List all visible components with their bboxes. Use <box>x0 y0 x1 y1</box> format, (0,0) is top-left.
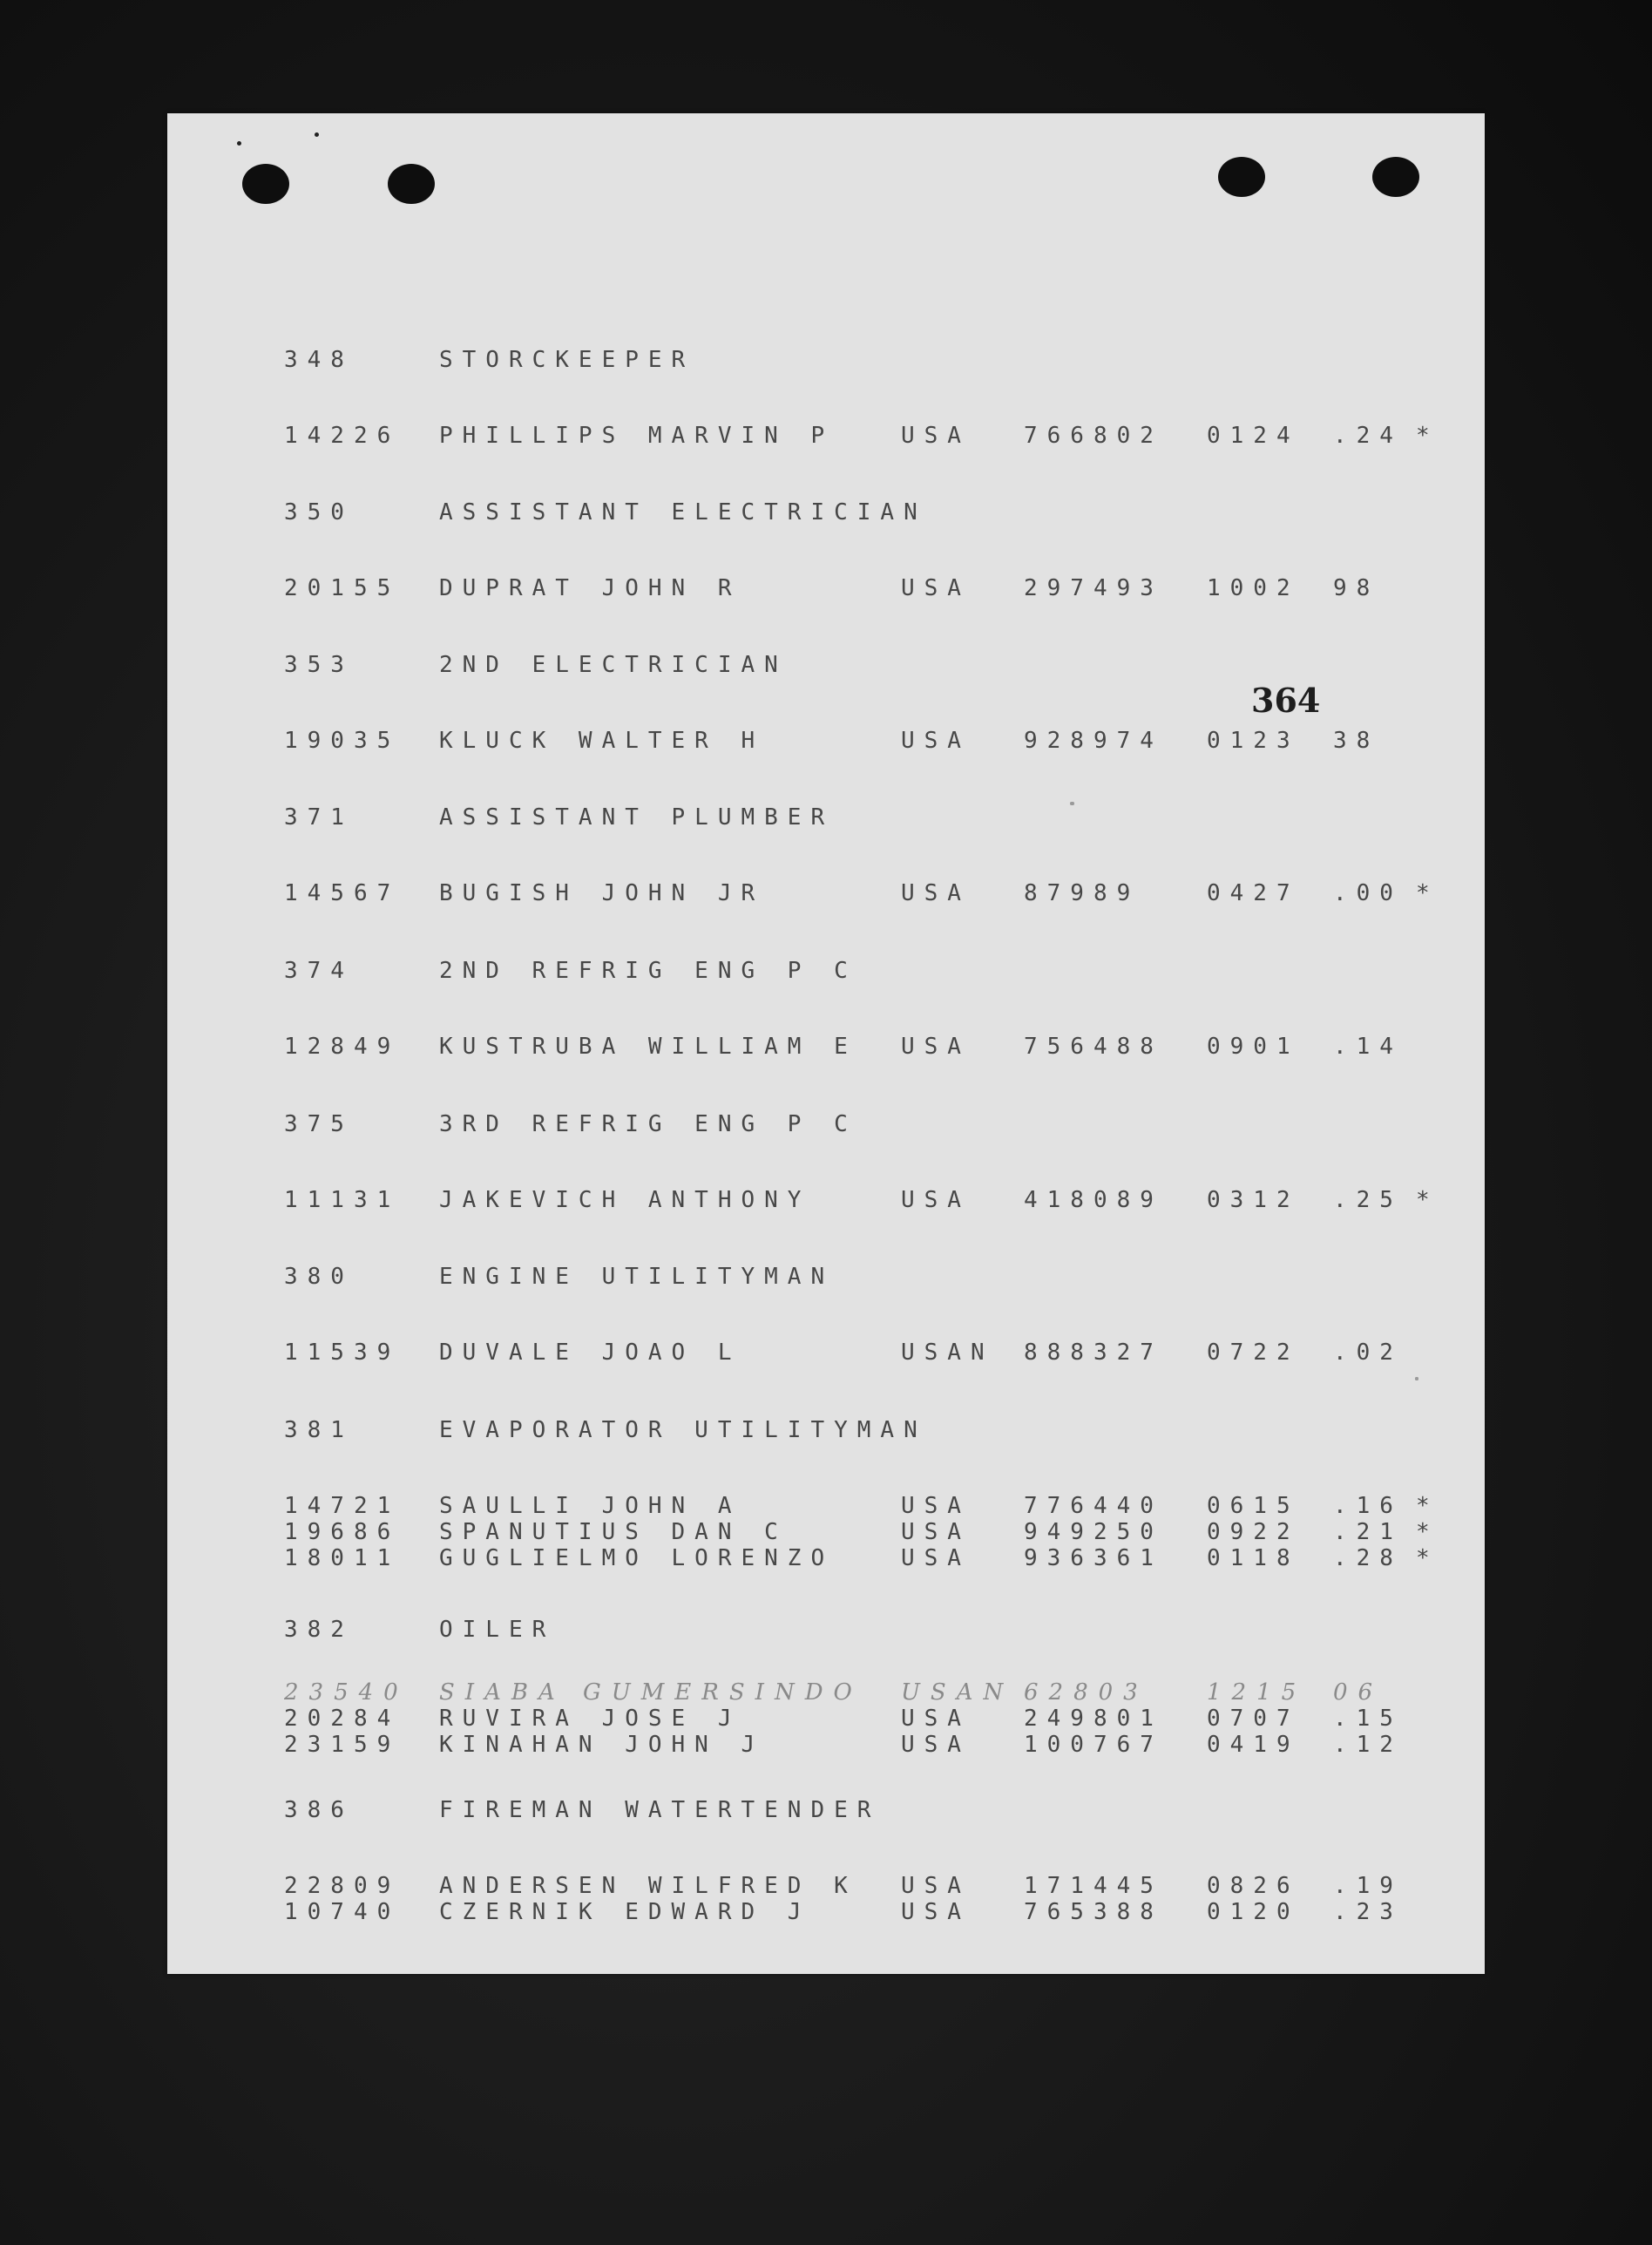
employee-name: JAKEVICH ANTHONY <box>439 1187 811 1213</box>
asterisk-mark: * <box>1416 423 1439 449</box>
date-code: 0707 <box>1207 1706 1300 1732</box>
nationality: USA <box>901 880 971 906</box>
date-code: 0922 <box>1207 1519 1300 1545</box>
section-code: 380 <box>284 1264 354 1290</box>
employee-number: 10740 <box>284 1899 401 1925</box>
record-row <box>167 1034 1485 1060</box>
employee-name: KINAHAN JOHN J <box>439 1732 765 1758</box>
employee-name: KLUCK WALTER H <box>439 728 765 754</box>
section-title: ENGINE UTILITYMAN <box>439 1264 835 1290</box>
employee-name: SAULLI JOHN A <box>439 1493 741 1519</box>
asterisk-mark: * <box>1416 1519 1439 1545</box>
employee-number: 12849 <box>284 1034 401 1060</box>
asterisk-mark: * <box>1416 1545 1439 1571</box>
record-row <box>167 1873 1485 1899</box>
section-title: 2ND ELECTRICIAN <box>439 652 788 678</box>
record-row <box>167 1340 1485 1366</box>
record-row <box>167 1706 1485 1732</box>
certificate-number: 171445 <box>1024 1873 1163 1899</box>
value-code: .23 <box>1333 1899 1403 1925</box>
section-header <box>167 1111 1485 1139</box>
value-code: .21 <box>1333 1519 1403 1545</box>
certificate-number: 62803 <box>1024 1679 1148 1706</box>
value-code: 98 <box>1333 575 1380 601</box>
record-row <box>167 728 1485 754</box>
section-header <box>167 958 1485 986</box>
record-row <box>167 1899 1485 1925</box>
record-row <box>167 1679 1485 1706</box>
value-code: .19 <box>1333 1873 1403 1899</box>
punch-hole <box>388 164 435 204</box>
employee-name: DUPRAT JOHN R <box>439 575 741 601</box>
record-row <box>167 1519 1485 1545</box>
employee-number: 19035 <box>284 728 401 754</box>
nationality: USA <box>901 1873 971 1899</box>
section-header <box>167 1417 1485 1445</box>
value-code: .16 <box>1333 1493 1403 1519</box>
certificate-number: 87989 <box>1024 880 1141 906</box>
employee-name: PHILLIPS MARVIN P <box>439 423 835 449</box>
nationality: USA <box>901 1545 971 1571</box>
nationality: USA <box>901 1034 971 1060</box>
value-code: 38 <box>1333 728 1380 754</box>
employee-number: 19686 <box>284 1519 401 1545</box>
employee-number: 11539 <box>284 1340 401 1366</box>
employee-name: ANDERSEN WILFRED K <box>439 1873 857 1899</box>
certificate-number: 766802 <box>1024 423 1163 449</box>
employee-name: DUVALE JOAO L <box>439 1340 741 1366</box>
section-code: 348 <box>284 347 354 373</box>
nationality: USA <box>901 1187 971 1213</box>
nationality: USAN <box>901 1340 994 1366</box>
employee-number: 20284 <box>284 1706 401 1732</box>
section-title: EVAPORATOR UTILITYMAN <box>439 1417 927 1443</box>
certificate-number: 249801 <box>1024 1706 1163 1732</box>
employee-number: 23159 <box>284 1732 401 1758</box>
date-code: 1215 <box>1207 1679 1307 1706</box>
date-code: 0124 <box>1207 423 1300 449</box>
section-code: 374 <box>284 958 354 984</box>
date-code: 0118 <box>1207 1545 1300 1571</box>
nationality: USA <box>901 728 971 754</box>
section-code: 371 <box>284 804 354 831</box>
record-row <box>167 1187 1485 1213</box>
section-header <box>167 1264 1485 1292</box>
certificate-number: 936361 <box>1024 1545 1163 1571</box>
value-code: .14 <box>1333 1034 1403 1060</box>
section-header <box>167 1617 1485 1645</box>
certificate-number: 100767 <box>1024 1732 1163 1758</box>
value-code: .12 <box>1333 1732 1403 1758</box>
section-code: 350 <box>284 499 354 526</box>
section-code: 382 <box>284 1617 354 1643</box>
section-title: ASSISTANT ELECTRICIAN <box>439 499 927 526</box>
employee-number: 11131 <box>284 1187 401 1213</box>
date-code: 0427 <box>1207 880 1300 906</box>
date-code: 0901 <box>1207 1034 1300 1060</box>
employee-number: 20155 <box>284 575 401 601</box>
punch-hole <box>1372 157 1419 197</box>
speck <box>1415 1377 1418 1380</box>
employee-number: 23540 <box>284 1679 409 1706</box>
asterisk-mark: * <box>1416 1187 1439 1213</box>
certificate-number: 418089 <box>1024 1187 1163 1213</box>
date-code: 1002 <box>1207 575 1300 601</box>
section-header <box>167 804 1485 832</box>
date-code: 0615 <box>1207 1493 1300 1519</box>
nationality: USA <box>901 575 971 601</box>
date-code: 0419 <box>1207 1732 1300 1758</box>
section-header <box>167 652 1485 680</box>
date-code: 0722 <box>1207 1340 1300 1366</box>
punch-hole <box>242 164 289 204</box>
nationality: USAN <box>901 1679 1014 1706</box>
section-title: STORCKEEPER <box>439 347 695 373</box>
section-title: ASSISTANT PLUMBER <box>439 804 835 831</box>
section-code: 375 <box>284 1111 354 1137</box>
section-title: 2ND REFRIG ENG P C <box>439 958 857 984</box>
section-header <box>167 347 1485 375</box>
employee-name: SIABA GUMERSINDO <box>439 1679 863 1706</box>
value-code: .28 <box>1333 1545 1403 1571</box>
date-code: 0123 <box>1207 728 1300 754</box>
employee-number: 14721 <box>284 1493 401 1519</box>
section-header <box>167 499 1485 527</box>
certificate-number: 776440 <box>1024 1493 1163 1519</box>
section-code: 386 <box>284 1797 354 1823</box>
asterisk-mark: * <box>1416 1493 1439 1519</box>
date-code: 0120 <box>1207 1899 1300 1925</box>
section-title: FIREMAN WATERTENDER <box>439 1797 881 1823</box>
certificate-number: 888327 <box>1024 1340 1163 1366</box>
value-code: 06 <box>1333 1679 1384 1706</box>
section-code: 353 <box>284 652 354 678</box>
section-code: 381 <box>284 1417 354 1443</box>
value-code: .25 <box>1333 1187 1403 1213</box>
ink-dot <box>315 132 319 137</box>
employee-number: 14567 <box>284 880 401 906</box>
section-header <box>167 1797 1485 1825</box>
employee-name: GUGLIELMO LORENZO <box>439 1545 835 1571</box>
date-code: 0312 <box>1207 1187 1300 1213</box>
value-code: .00 <box>1333 880 1403 906</box>
record-row <box>167 1493 1485 1519</box>
nationality: USA <box>901 1706 971 1732</box>
value-code: .24 <box>1333 423 1403 449</box>
nationality: USA <box>901 423 971 449</box>
typed-sheet <box>167 113 1485 1974</box>
record-row <box>167 1545 1485 1571</box>
record-row <box>167 575 1485 601</box>
nationality: USA <box>901 1732 971 1758</box>
value-code: .02 <box>1333 1340 1403 1366</box>
certificate-number: 756488 <box>1024 1034 1163 1060</box>
employee-name: BUGISH JOHN JR <box>439 880 765 906</box>
certificate-number: 928974 <box>1024 728 1163 754</box>
employee-number: 22809 <box>284 1873 401 1899</box>
value-code: .15 <box>1333 1706 1403 1732</box>
record-row <box>167 423 1485 449</box>
section-title: 3RD REFRIG ENG P C <box>439 1111 857 1137</box>
employee-number: 18011 <box>284 1545 401 1571</box>
ink-dot <box>237 141 241 146</box>
record-row <box>167 1732 1485 1758</box>
employee-name: CZERNIK EDWARD J <box>439 1899 811 1925</box>
certificate-number: 765388 <box>1024 1899 1163 1925</box>
employee-name: SPANUTIUS DAN C <box>439 1519 788 1545</box>
punch-hole <box>1218 157 1265 197</box>
asterisk-mark: * <box>1416 880 1439 906</box>
certificate-number: 949250 <box>1024 1519 1163 1545</box>
nationality: USA <box>901 1493 971 1519</box>
employee-number: 14226 <box>284 423 401 449</box>
date-code: 0826 <box>1207 1873 1300 1899</box>
certificate-number: 297493 <box>1024 575 1163 601</box>
nationality: USA <box>901 1519 971 1545</box>
employee-name: KUSTRUBA WILLIAM E <box>439 1034 857 1060</box>
section-title: OILER <box>439 1617 556 1643</box>
record-row <box>167 880 1485 906</box>
employee-name: RUVIRA JOSE J <box>439 1706 741 1732</box>
page-number-stamp: 364 <box>1251 681 1321 720</box>
nationality: USA <box>901 1899 971 1925</box>
